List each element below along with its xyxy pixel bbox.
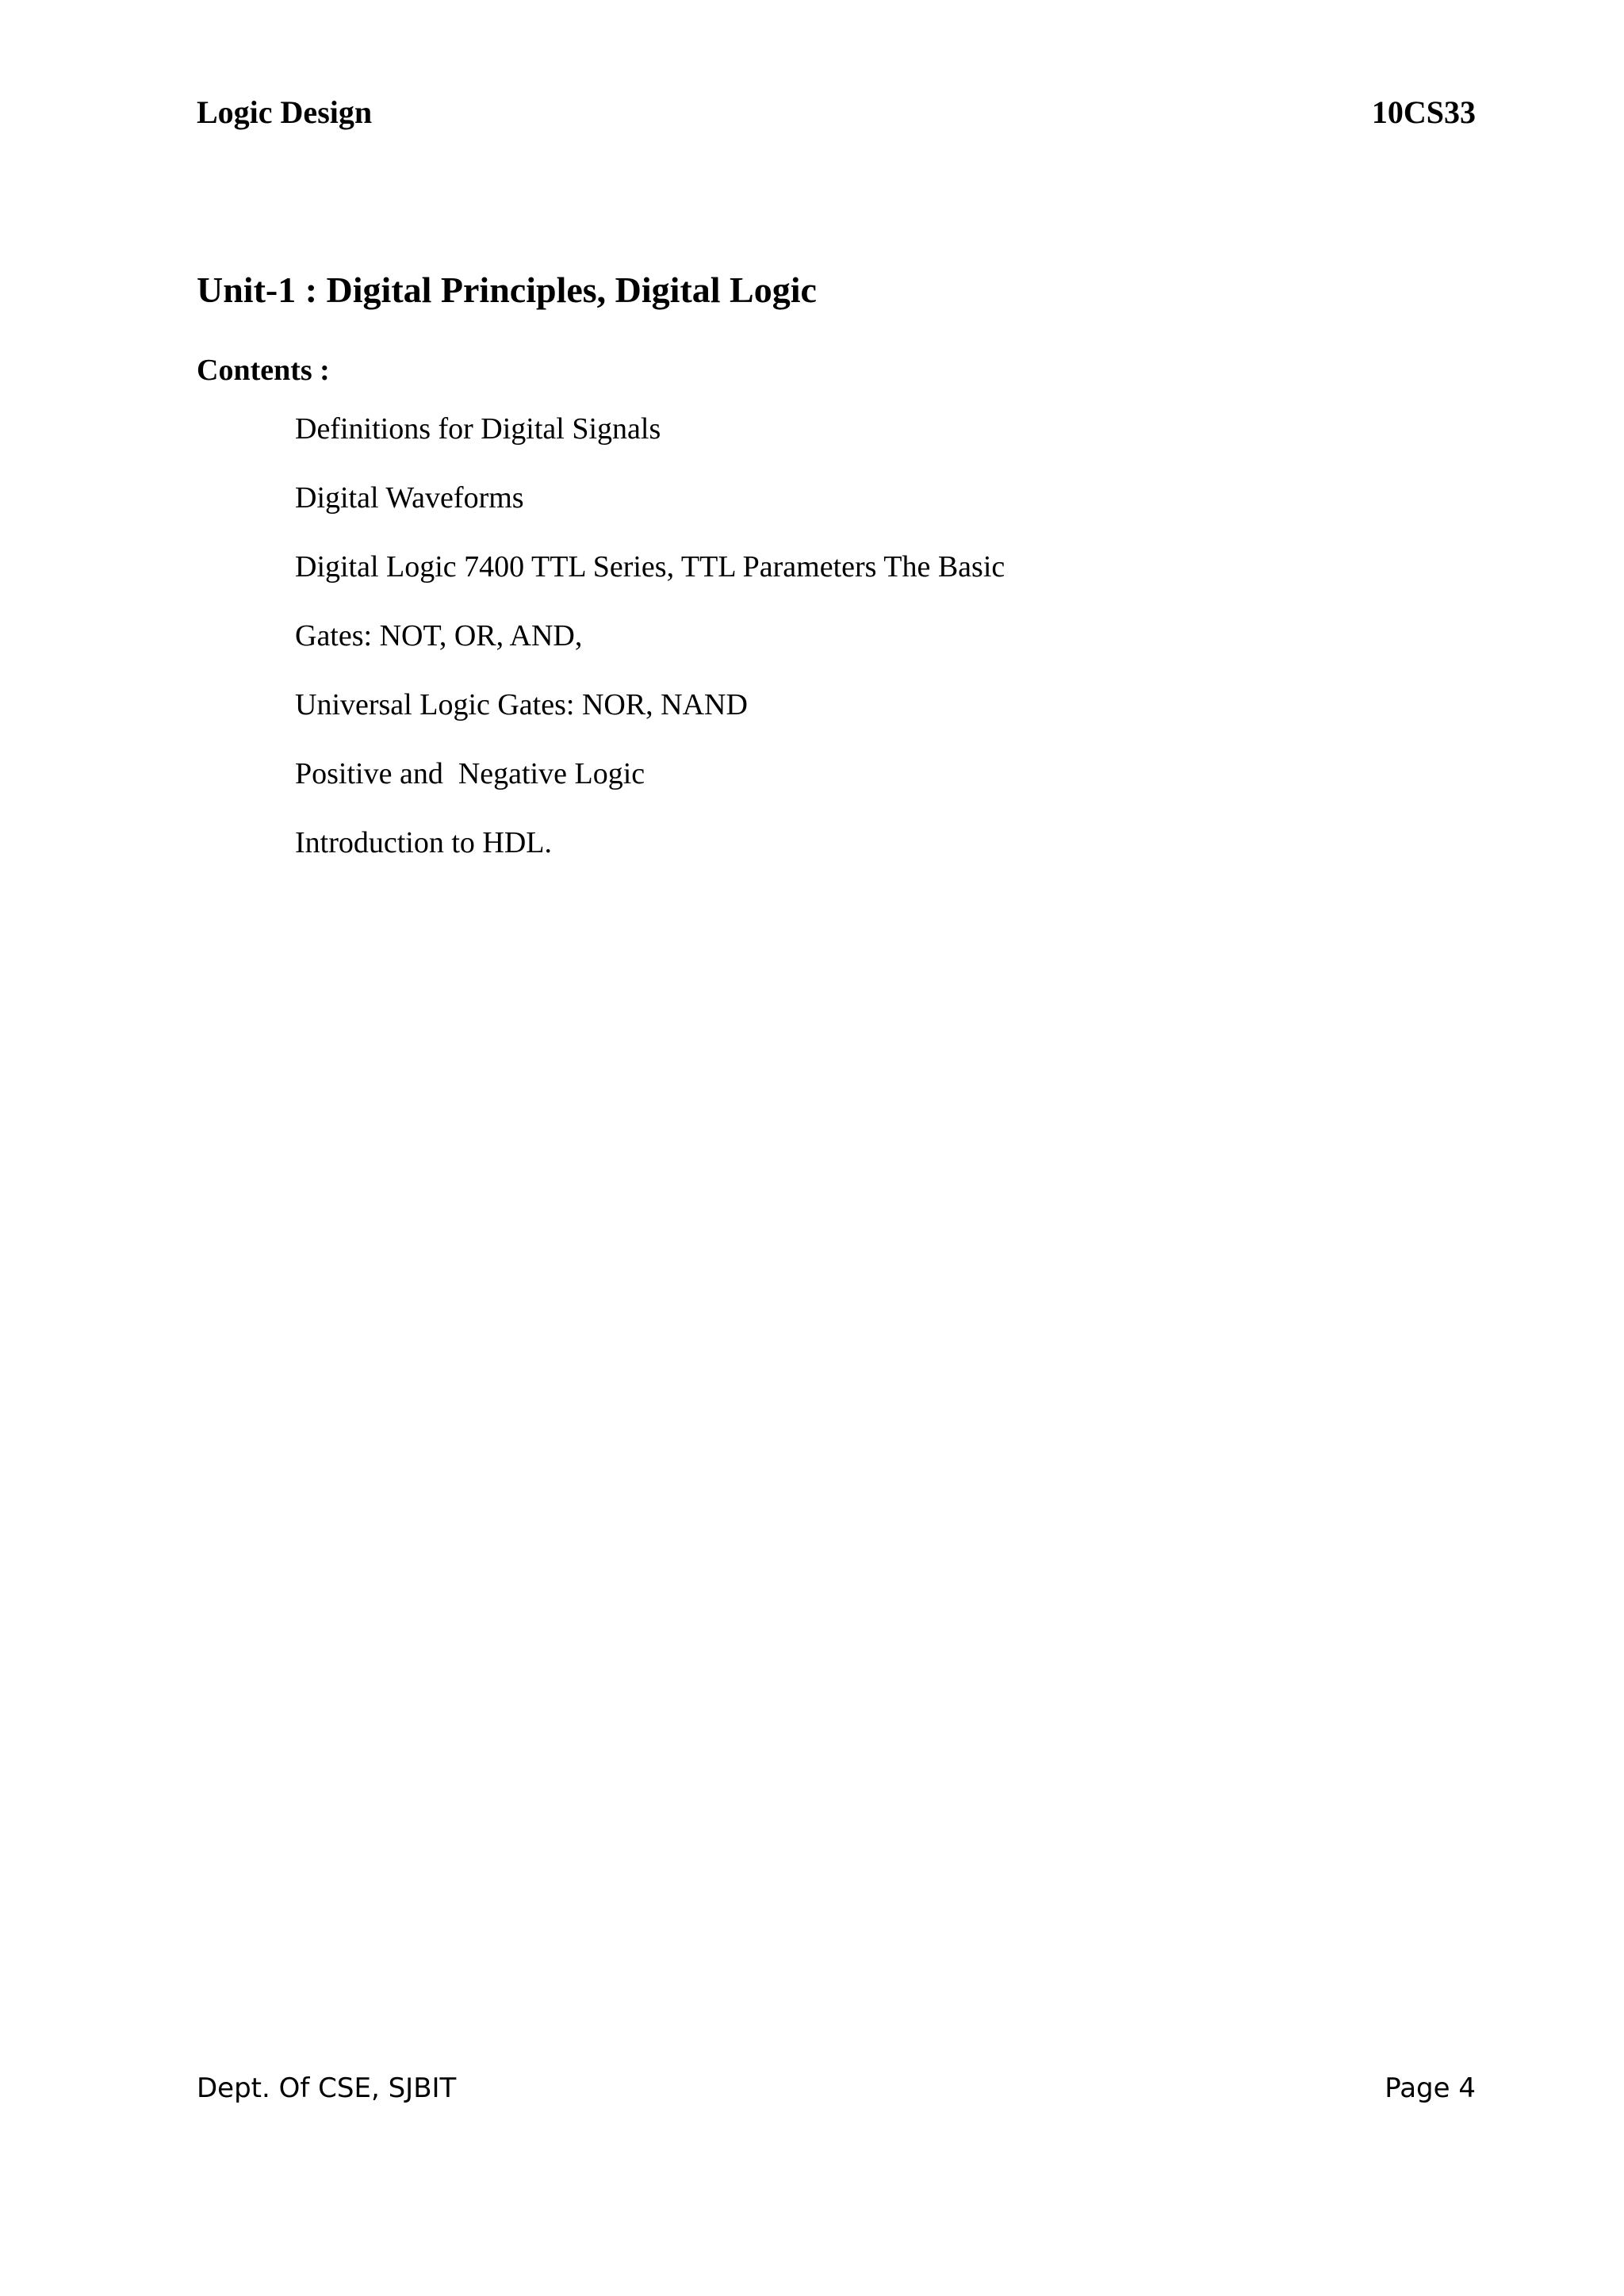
contents-label: Contents : <box>197 354 330 387</box>
contents-item: Positive and Negative Logic <box>295 757 645 790</box>
contents-item: Universal Logic Gates: NOR, NAND <box>295 688 748 721</box>
footer-page-number: Page 4 <box>1385 2072 1476 2104</box>
contents-item: Gates: NOT, OR, AND, <box>295 619 583 652</box>
unit-title: Unit-1 : Digital Principles, Digital Logic <box>197 270 817 310</box>
contents-item: Definitions for Digital Signals <box>295 412 661 446</box>
contents-list <box>295 411 1005 894</box>
header-title: Logic Design <box>197 94 373 130</box>
footer-department: Dept. Of CSE, SJBIT <box>197 2072 457 2104</box>
contents-item: Digital Waveforms <box>295 481 524 515</box>
contents-item: Introduction to HDL. <box>295 826 553 859</box>
contents-item: Digital Logic 7400 TTL Series, TTL Parameters The Basic <box>295 550 1005 584</box>
header-course-code: 10CS33 <box>1371 94 1476 130</box>
